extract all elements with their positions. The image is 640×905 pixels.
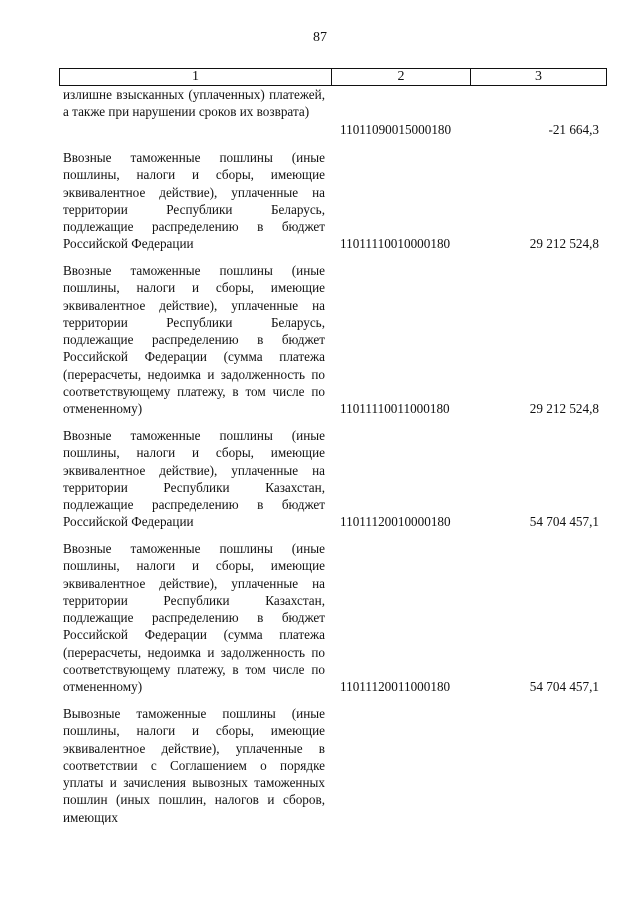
row-description: Ввозные таможенные пошлины (иные пошлины, налоги и сборы, имеющие эквивалентное действие), уплаченные на территории Республики Казахстан, подлежащие распределению в бюджет Российской Федерации: [63, 428, 325, 530]
column-header-3: 3: [535, 69, 542, 84]
row-amount: 54 704 457,1: [529, 514, 599, 529]
row-description: Вывозные таможенные пошлины (иные пошлины, налоги и сборы, имеющие эквивалентное действие), уплаченные в соответствии с Соглашением о порядке уплаты и зачисления вывозных таможенных пошлин (иных пошлин, налогов и сборов, имеющих: [63, 706, 325, 825]
row-amount: 54 704 457,1: [529, 679, 599, 694]
row-code: 11011110011000180: [340, 401, 450, 416]
page-number: 87: [313, 30, 327, 45]
row-code: 11011090015000180: [340, 122, 452, 137]
row-description: Ввозные таможенные пошлины (иные пошлины, налоги и сборы, имеющие эквивалентное действие), уплаченные на территории Республики Беларусь, подлежащие распределению в бюджет Российской Федерации (сумма платежа (перерасчеты, недоимка и задолженность по соответствующему платежу, в том числе по отмененному): [63, 263, 325, 417]
row-description: излишне взысканных (уплаченных) платежей, а также при нарушении сроков их возврата): [63, 87, 325, 120]
row-amount: 29 212 524,8: [529, 236, 599, 251]
column-header-2: 2: [332, 69, 471, 85]
row-amount: 29 212 524,8: [529, 401, 599, 416]
row-description: Ввозные таможенные пошлины (иные пошлины, налоги и сборы, имеющие эквивалентное действие), уплаченные на территории Республики Беларусь, подлежащие распределению в бюджет Российской Федерации: [63, 150, 325, 252]
row-code: 11011120010000180: [340, 514, 451, 529]
row-code: 11011120011000180: [340, 679, 451, 694]
row-code: 11011110010000180: [340, 236, 451, 251]
row-description: Ввозные таможенные пошлины (иные пошлины, налоги и сборы, имеющие эквивалентное действие), уплаченные на территории Республики Казахстан, подлежащие распределению в бюджет Российской Федерации (сумма платежа (перерасчеты, недоимка и задолженность по соответствующему платежу, в том числе по отмененному): [63, 541, 325, 695]
table-header: [59, 68, 607, 86]
column-header-1: 1: [60, 69, 332, 85]
row-amount: -21 664,3: [548, 122, 599, 137]
